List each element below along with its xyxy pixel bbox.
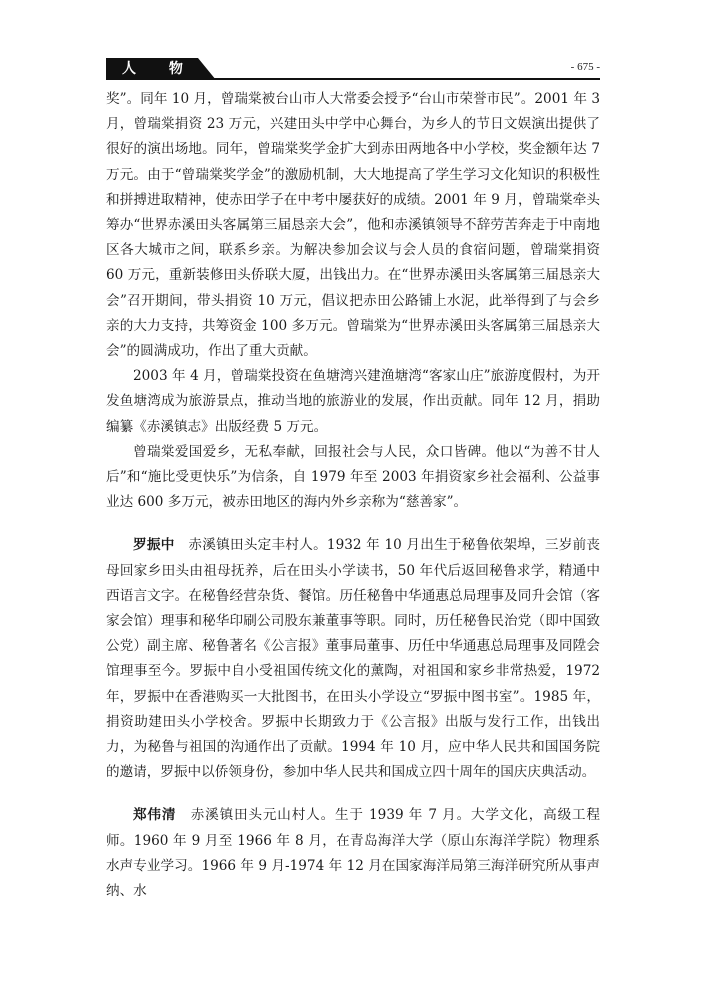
biography-entry xyxy=(106,533,600,785)
header-rule xyxy=(106,78,600,80)
paragraph: 曾瑞棠爱国爱乡，无私奉献，回报社会与人民，众口皆碑。他以“为善不甘人后”和“施比受更快乐”为信条，自 1979 年至 2003 年捐资家乡社会福利、公益事业达 600 多万元，被赤田地区的海内外乡亲称为“慈善家”。 xyxy=(106,443,600,511)
biography-name: 郑伟清 xyxy=(133,807,177,824)
biography-text: 赤溪镇田头元山村人。生于 1939 年 7 月。大学文化，高级工程师。1960 年 9 月至 1966 年 8 月，在青岛海洋大学（原山东海洋学院）物理系水声专业学习。1966 年 9 月-1974 年 12 月在国家海洋局第三海洋研究所从事声纳、水 xyxy=(106,807,601,900)
section-header-title: 人 物 xyxy=(122,61,197,77)
page-body xyxy=(106,87,600,904)
biography-name: 罗振中 xyxy=(133,537,175,554)
paragraph: 2003 年 4 月，曾瑞棠投资在鱼塘湾兴建渔塘湾“客家山庄”旅游度假村，为开发鱼塘湾成为旅游景点，推动当地的旅游业的发展，作出贡献。同年 12 月，捐助编纂《赤溪镇志》出版经费 5 万元。 xyxy=(106,368,600,435)
biography-text: 赤溪镇田头定丰村人。1932 年 10 月出生于秘鲁依架埠，三岁前丧母回家乡田头由祖母抚养，后在田头小学读书，50 年代后返回秘鲁求学，精通中西语言文字。在秘鲁经营杂货、餐馆。历任秘鲁中华通惠总局理事及同升会馆（客家会馆）理事和秘华印刷公司股东兼董事等职。同时，历任秘鲁民治党（即中国致公党）副主席、秘鲁著名《公言报》董事局董事、历任中华通惠总局理事及同陞会馆理事至今。罗振中自小受祖国传统文化的薰陶，对祖国和家乡非常热爱，1972 年，罗振中在香港购买一大批图书，在田头小学设立“罗振中图书室”。1985 年，捐资助建田头小学校舍。罗振中长期致力于《公言报》出版与发行工作，出钱出力，为秘鲁与祖国的沟通作出了贡献。1994 年 10 月，应中华人民共和国国务院的邀请，罗振中以侨领身份，参加中华人民共和国成立四十周年的国庆庆典活动。 xyxy=(106,537,601,781)
biography-entry xyxy=(106,803,600,904)
page-number: - 675 - xyxy=(570,61,600,73)
paragraph: 奖”。同年 10 月，曾瑞棠被台山市人大常委会授予“台山市荣誉市民”。2001 年 3 月，曾瑞棠捐资 23 万元，兴建田头中学中心舞台，为乡人的节日文娱演出提供了很好的演出场地。同年，曾瑞棠奖学金扩大到赤田两地各中小学校，奖金额年达 7 万元。由于“曾瑞棠奖学金”的激励机制，大大地提高了学生学习文化知识的积极性和拼搏进取精神，使赤田学子在中考中屡获好的成绩。2001 年 9 月，曾瑞棠牵头筹办“世界赤溪田头客属第三届恳亲大会”，他和赤溪镇领导不辞劳苦奔走于中南地区各大城市之间，联系乡亲。为解决参加会议与会人员的食宿问题，曾瑞棠捐资 60 万元，重新装修田头侨联大厦，出钱出力。在“世界赤溪田头客属第三届恳亲大会”召开期间，带头捐资 10 万元，倡议把赤田公路铺上水泥，此举得到了与会乡亲的大力支持，共筹资金 100 多万元。曾瑞棠为“世界赤溪田头客属第三届恳亲大会”的圆满成功，作出了重大贡献。 xyxy=(106,91,600,360)
